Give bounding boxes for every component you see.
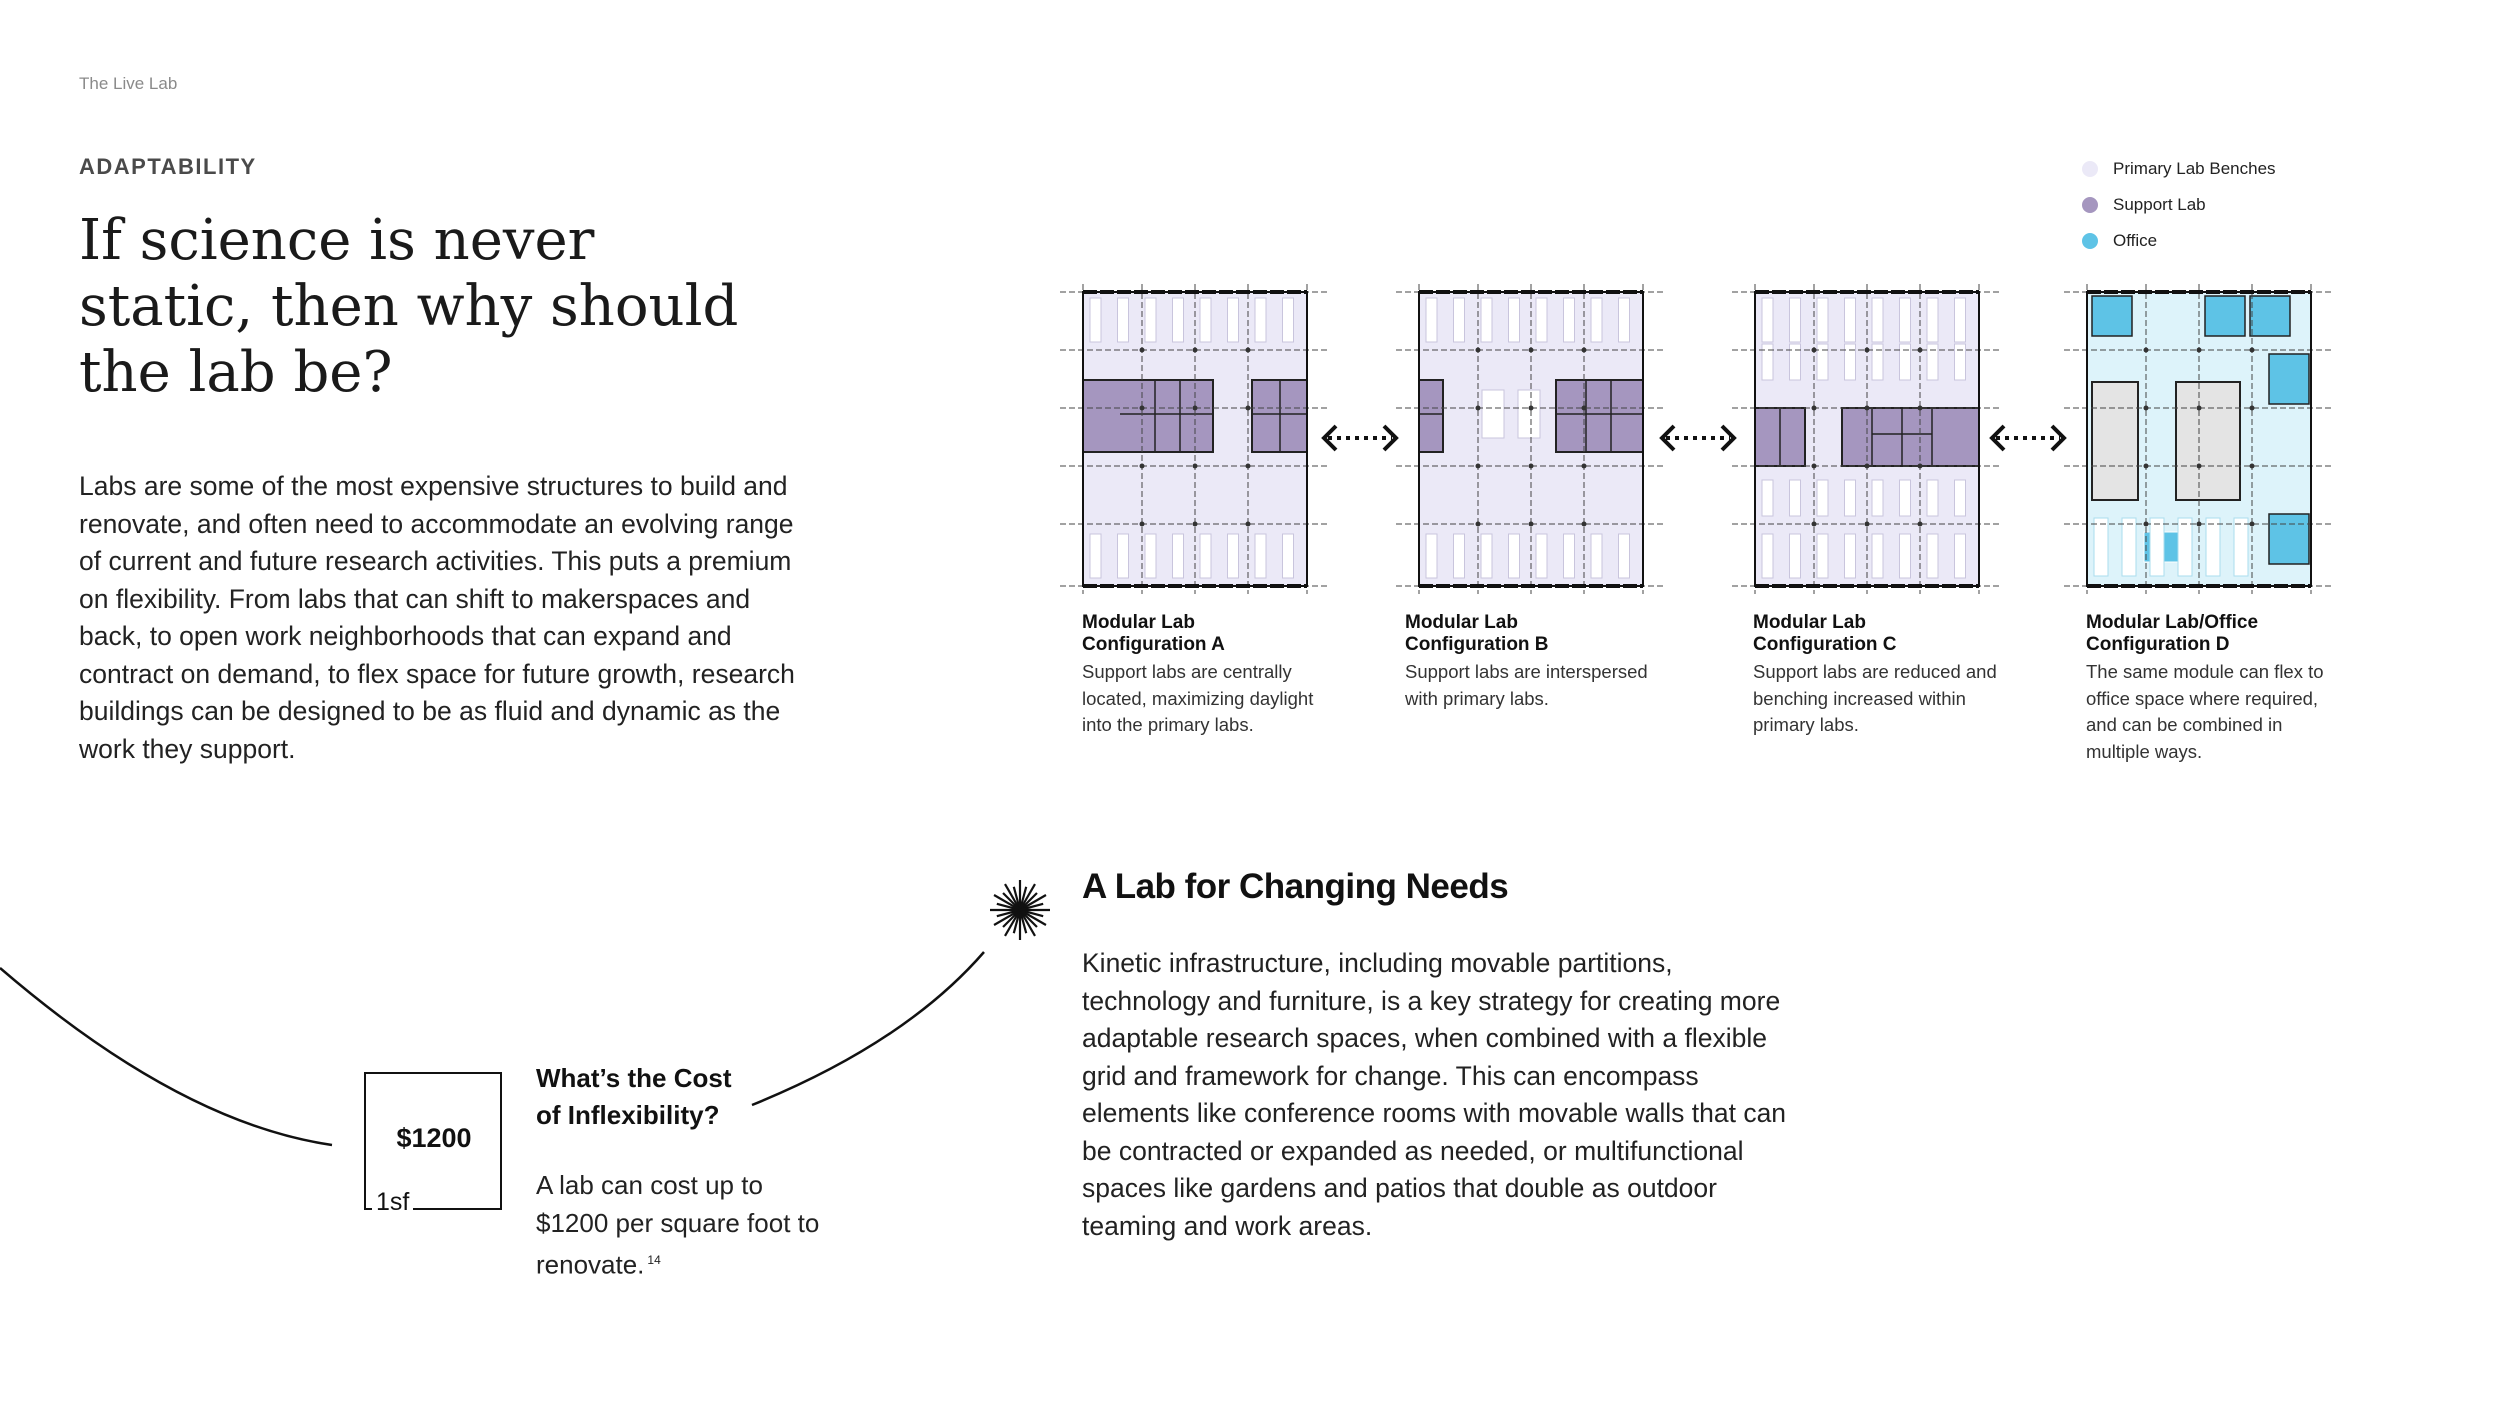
legend-item-primary-lab <box>2082 151 2276 187</box>
cost-body: A lab can cost up to $1200 per square foot to renovate. <box>536 1170 820 1280</box>
config-b-description: Support labs are interspersed with primary labs. <box>1405 661 1648 709</box>
cost-heading <box>536 1060 731 1134</box>
config-c-description: Support labs are reduced and benching increased within primary labs. <box>1753 661 1997 735</box>
primary-lab-swatch-icon <box>2082 161 2098 177</box>
section-kicker: ADAPTABILITY <box>79 154 257 179</box>
double-arrow-icon <box>1656 414 1740 462</box>
config-a-title: Modular Lab Configuration A <box>1082 612 1225 655</box>
double-arrow-icon <box>1986 414 2070 462</box>
floor-plan-config-a <box>1060 284 1330 594</box>
cost-value: $1200 <box>396 1123 472 1153</box>
connector-arc <box>0 860 1040 1260</box>
floor-plan-config-d <box>2064 284 2334 594</box>
cost-heading-line-1: What’s the Cost <box>536 1063 732 1093</box>
config-d-title: Modular Lab/Office Configuration D <box>2086 612 2259 655</box>
legend <box>2082 151 2276 259</box>
floor-plan-config-b <box>1396 284 1666 594</box>
support-lab-swatch-icon <box>2082 197 2098 213</box>
legend-label: Primary Lab Benches <box>2113 159 2276 178</box>
config-a-description: Support labs are centrally located, maximizing daylight into the primary labs. <box>1082 661 1314 735</box>
footnote-reference: 14 <box>647 1253 661 1267</box>
legend-label: Support Lab <box>2113 195 2206 214</box>
config-b-title: Modular Lab Configuration B <box>1405 612 1549 655</box>
cost-unit: 1sf <box>372 1188 413 1217</box>
cost-text <box>536 1167 836 1284</box>
double-arrow-icon <box>1318 414 1402 462</box>
feature-title: A Lab for Changing Needs <box>1082 867 1509 906</box>
legend-item-office <box>2082 223 2276 259</box>
running-head: The Live Lab <box>79 74 178 93</box>
legend-item-support-lab <box>2082 187 2276 223</box>
config-d-description: The same module can flex to office space where required, and can be combined in multiple ways. <box>2086 661 2324 762</box>
cost-heading-line-2: of Inflexibility? <box>536 1100 720 1130</box>
page-title: If science is never static, then why should the lab be? <box>79 208 739 405</box>
intro-paragraph: Labs are some of the most expensive structures to build and renovate, and often need to accommodate an evolving range of current and future research activities. This puts a premium on flexibility. From labs that can shift to makerspaces and back, to open work neighborhoods that can expand and contract on demand, to flex space for future growth, research buildings can be designed to be as fluid and dynamic as the work they support. <box>79 471 795 764</box>
legend-label: Office <box>2113 231 2158 250</box>
office-swatch-icon <box>2082 233 2098 249</box>
feature-text: Kinetic infrastructure, including movable partitions, technology and furniture, is a key strategy for creating more adaptable research spaces, when combined with a flexible grid and framework for change. This can encompass elements like conference rooms with movable walls that can be contracted or expanded as needed, or multifunctional spaces like gardens and patios that double as outdoor teaming and work areas. <box>1082 948 1787 1241</box>
starburst-icon <box>988 878 1052 942</box>
floor-plan-config-c <box>1732 284 2002 594</box>
config-c-title: Modular Lab Configuration C <box>1753 612 1897 655</box>
